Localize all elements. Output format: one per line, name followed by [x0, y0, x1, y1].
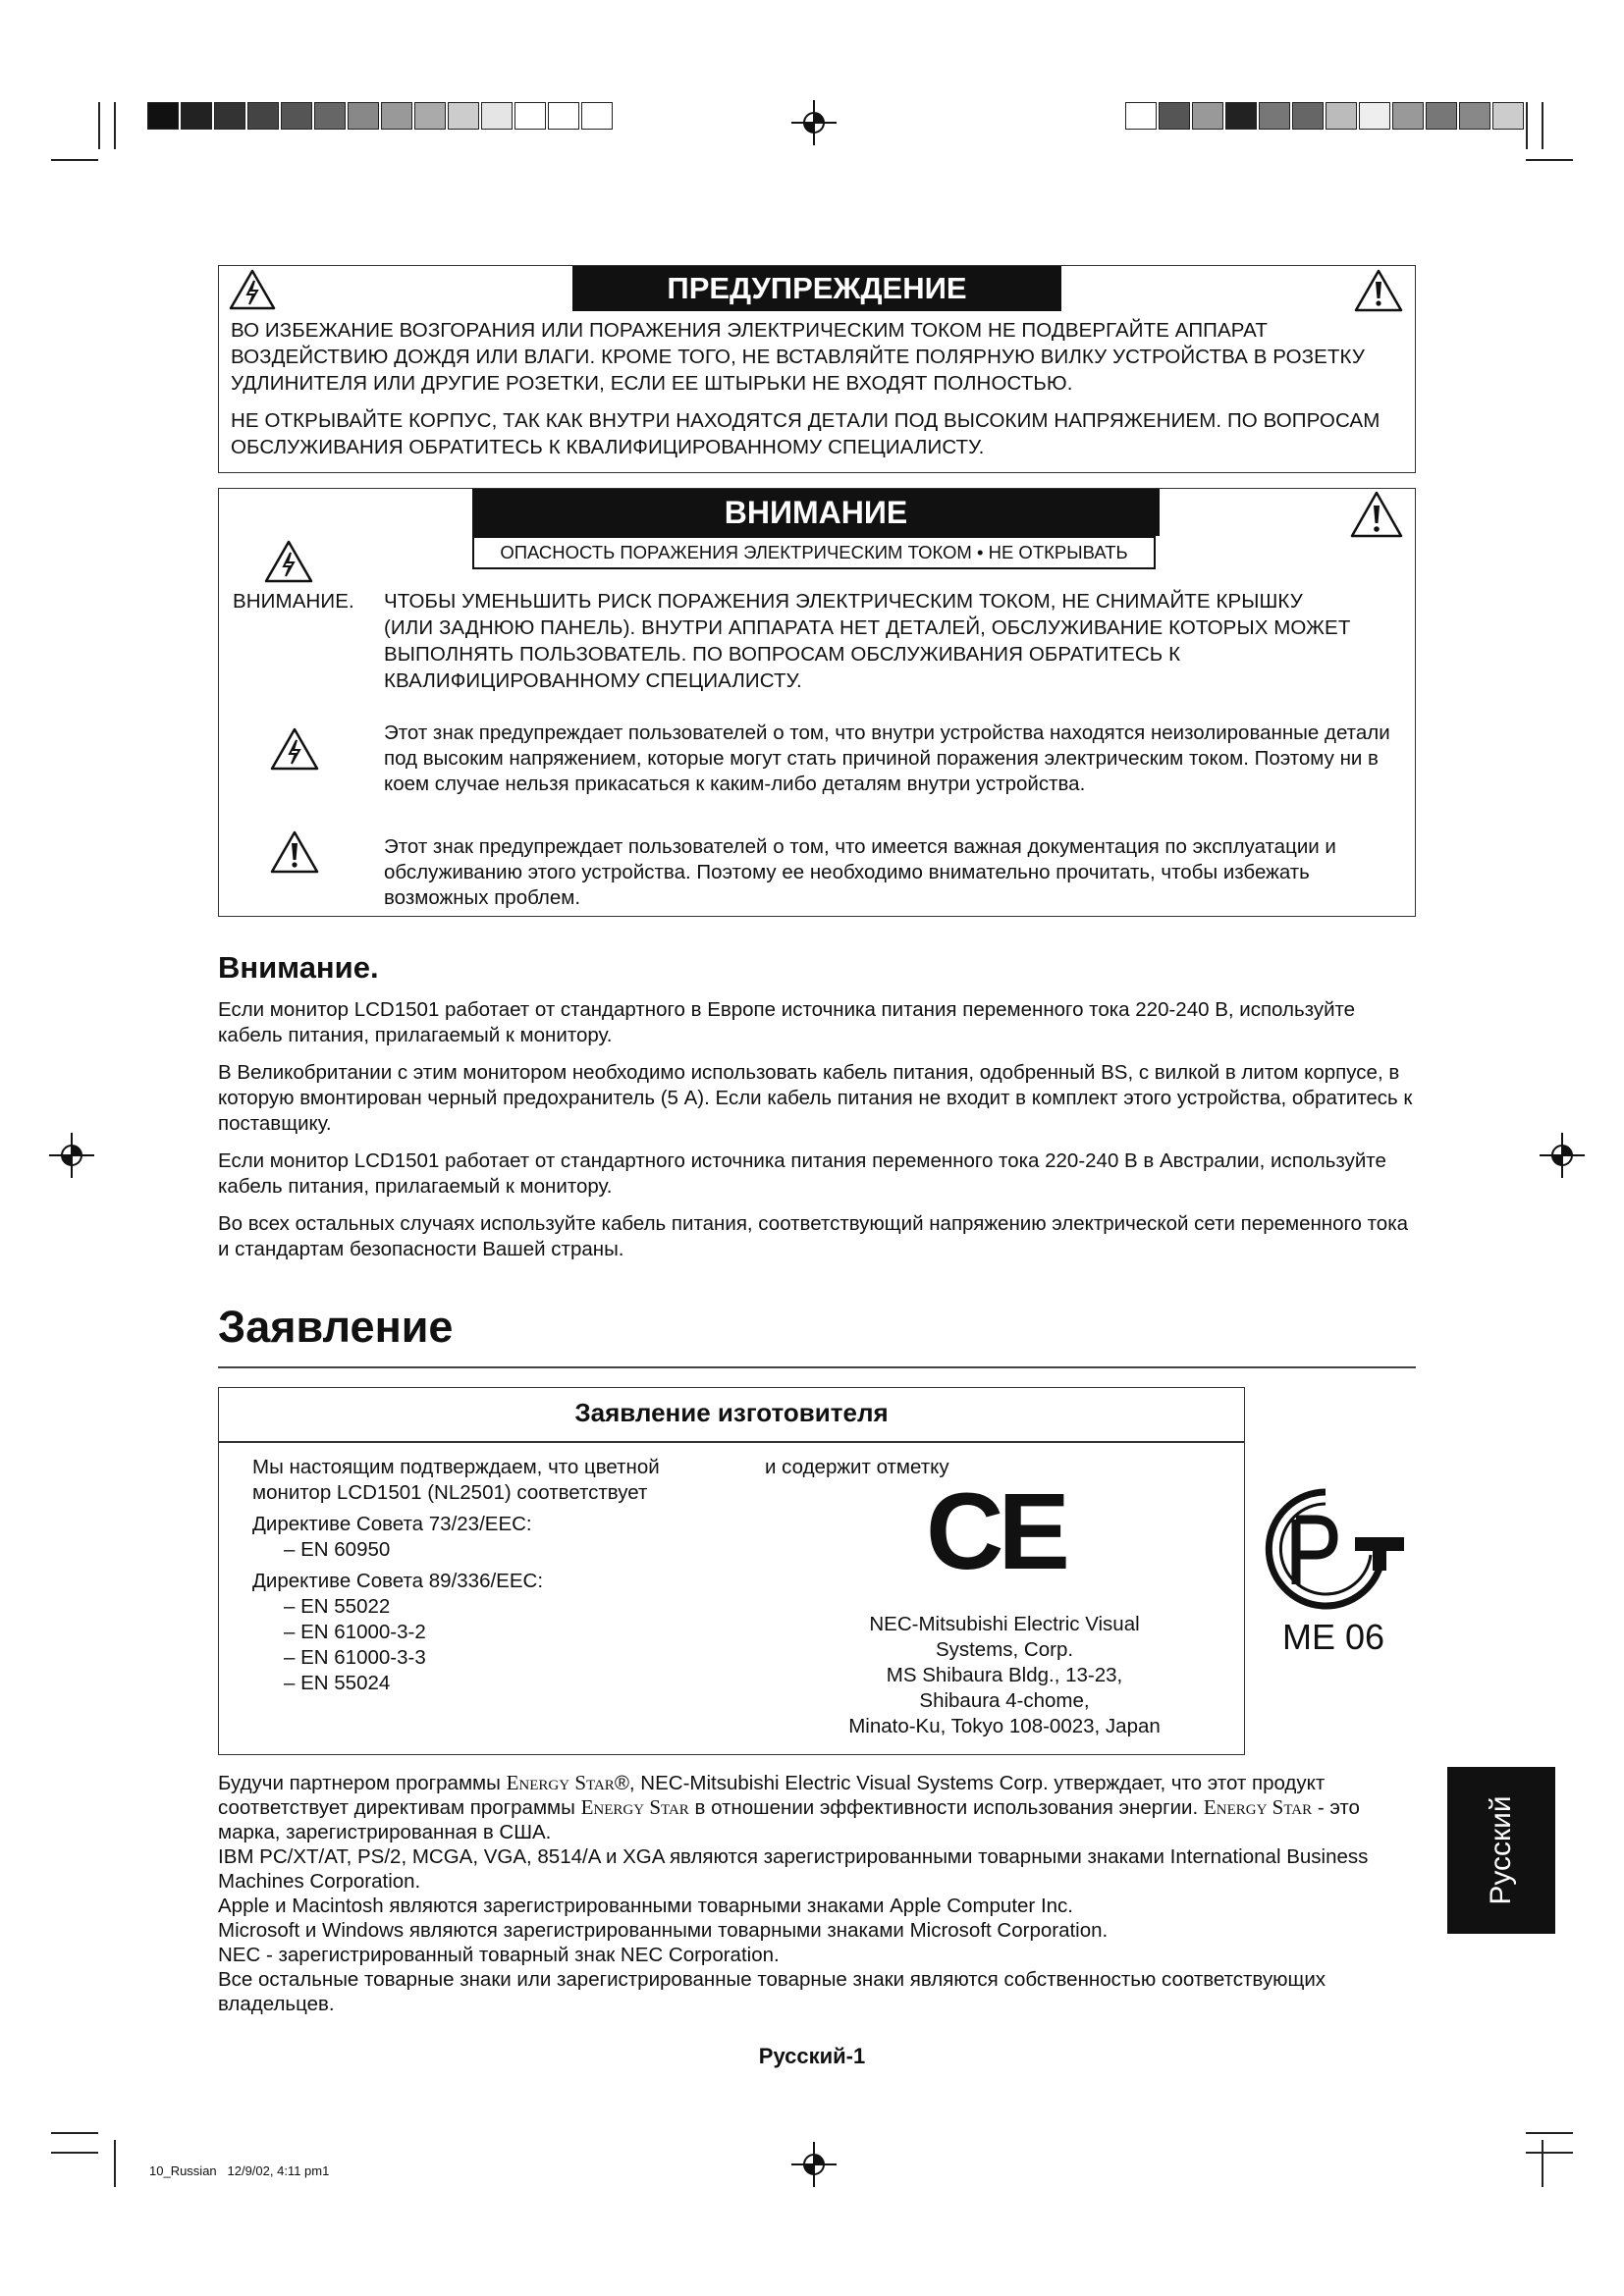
crop-mark	[51, 159, 98, 161]
directive-item: – EN 55024	[284, 1672, 391, 1694]
exclamation-warning-icon	[1350, 491, 1403, 538]
crop-mark	[1526, 2132, 1573, 2134]
warning-title: ПРЕДУПРЕЖДЕНИЕ	[572, 266, 1061, 311]
lightning-warning-icon	[264, 540, 313, 583]
crop-mark	[1526, 2152, 1573, 2154]
print-slug: 10_Russian 12/9/02, 4:11 pm1	[149, 2163, 330, 2178]
crop-mark	[51, 2132, 98, 2134]
trademark-line: IBM PC/XT/AT, PS/2, MCGA, VGA, 8514/A и XGA являются зарегистрированными товарными знаками International Business Machines Corporation.	[218, 1845, 1369, 1893]
energy-star-name: Energy Star	[506, 1771, 615, 1794]
crop-mark	[98, 102, 100, 149]
title-rule	[219, 1441, 1244, 1443]
directive-item: – EN 61000-3-3	[284, 1646, 426, 1669]
trademark-line: Microsoft и Windows являются зарегистрированными товарными знаками Microsoft Corporation.	[218, 1919, 1109, 1942]
caution-text: ЧТОБЫ УМЕНЬШИТЬ РИСК ПОРАЖЕНИЯ ЭЛЕКТРИЧЕСКИМ ТОКОМ, НЕ СНИМАЙТЕ КРЫШКУ (ИЛИ ЗАДНЮЮ ПАНЕЛЬ). ВНУТРИ АППАРАТА НЕТ ДЕТАЛЕЙ, ОБСЛУЖИВАНИЕ КОТОРЫХ МОЖЕТ ВЫПОЛНЯТЬ ПОЛЬЗОВАТЕЛЬ. ПО ВОПРОСАМ ОБСЛУЖИВАНИЯ ОБРАТИТЕСЬ К КВАЛИФИЦИРОВАННОМУ СПЕЦИАЛИСТУ.	[384, 590, 1351, 692]
crop-mark	[1526, 102, 1528, 149]
warning-box	[218, 265, 1416, 473]
language-tab-label: Русский	[1485, 1795, 1517, 1905]
trademark-line: Apple и Macintosh являются зарегистрированными товарными знаками Apple Computer Inc.	[218, 1895, 1073, 1917]
address-line: Minato-Ku, Tokyo 108-0023, Japan	[848, 1715, 1161, 1737]
lightning-warning-icon	[229, 269, 276, 310]
text-fragment: - это марка, зарегистрированная в США.	[218, 1796, 1360, 1843]
rst-certification-icon	[1257, 1482, 1414, 1620]
directive-label: Директиве Совета 73/23/EEC:	[252, 1513, 532, 1535]
language-side-tab	[1447, 1767, 1555, 1934]
company-address	[798, 1612, 1211, 1739]
ce-mark: CE	[926, 1471, 1064, 1592]
energy-star-name: Energy Star	[1203, 1795, 1313, 1819]
lightning-warning-icon	[270, 727, 319, 771]
trademark-line: NEC - зарегистрированный товарный знак NEC Corporation.	[218, 1944, 780, 1966]
exclamation-warning-icon	[1354, 269, 1403, 312]
attention-paragraph: Если монитор LCD1501 работает от стандартного источника питания переменного тока 220-240 В в Австралии, используйте кабель питания, прилагаемый к монитору.	[218, 1149, 1386, 1198]
caution-label: ВНИМАНИЕ.	[233, 590, 354, 613]
attention-paragraph: Если монитор LCD1501 работает от стандартного в Европе источника питания переменного тока 220-240 В, используйте кабель питания, прилагаемый к монитору.	[218, 998, 1356, 1046]
caution-box	[218, 488, 1416, 917]
crop-mark	[1542, 102, 1543, 149]
caution-title: ВНИМАНИЕ	[472, 489, 1160, 536]
trademarks-section	[218, 1771, 1424, 2016]
declaration-box-title: Заявление изготовителя	[574, 1398, 889, 1427]
caution-subtitle: ОПАСНОСТЬ ПОРАЖЕНИЯ ЭЛЕКТРИЧЕСКИМ ТОКОМ • НЕ ОТКРЫВАТЬ	[472, 536, 1156, 569]
energy-star-name: Energy Star	[580, 1795, 689, 1819]
trademark-line: Все остальные товарные знаки или зарегистрированные товарные знаки являются собственностью соответствующих владельцев.	[218, 1968, 1326, 2015]
attention-paragraph: В Великобритании с этим монитором необходимо использовать кабель питания, одобренный BS, с вилкой в литом корпусе, в которую вмонтирован черный предохранитель (5 А). Если кабель питания не входит в комплект этого устройства, обратитесь к поставщику.	[218, 1061, 1413, 1135]
symbol-description: Этот знак предупреждает пользователей о том, что внутри устройства находятся неизолированные детали под высоким напряжением, которые могут стать причиной поражения электрическим током. Поэтому ни в коем случае нельзя прикасаться к каким-либо деталям внутри устройства.	[384, 721, 1390, 795]
registration-mark-icon	[791, 2142, 837, 2187]
crop-mark	[1542, 2140, 1543, 2187]
registration-mark-icon	[791, 100, 837, 145]
text-fragment: в отношении эффективности использования энергии.	[688, 1796, 1204, 1819]
crop-mark	[51, 2152, 98, 2154]
text-fragment: Будучи партнером программы	[218, 1772, 507, 1794]
address-line: Systems, Corp.	[935, 1638, 1074, 1661]
address-line: Shibaura 4-chome,	[919, 1689, 1090, 1712]
attention-section	[218, 997, 1416, 1262]
address-line: NEC-Mitsubishi Electric Visual	[869, 1613, 1140, 1635]
warning-paragraph: ВО ИЗБЕЖАНИЕ ВОЗГОРАНИЯ ИЛИ ПОРАЖЕНИЯ ЭЛЕКТРИЧЕСКИМ ТОКОМ НЕ ПОДВЕРГАЙТЕ АППАРАТ ВОЗДЕЙСТВИЮ ДОЖДЯ ИЛИ ВЛАГИ. КРОМЕ ТОГО, НЕ ВСТАВЛЯЙТЕ ПОЛЯРНУЮ ВИЛКУ УСТРОЙСТВА В РОЗЕТКУ УДЛИНИТЕЛЯ ИЛИ ДРУГИЕ РОЗЕТКИ, ЕСЛИ ЕЕ ШТЫРЬКИ НЕ ВХОДЯТ ПОЛНОСТЬЮ.	[231, 319, 1365, 395]
registration-mark-icon	[1540, 1133, 1585, 1178]
rst-code: ME 06	[1282, 1617, 1385, 1657]
warning-paragraph: НЕ ОТКРЫВАЙТЕ КОРПУС, ТАК КАК ВНУТРИ НАХОДЯТСЯ ДЕТАЛИ ПОД ВЫСОКИМ НАПРЯЖЕНИЕМ. ПО ВОПРОСАМ ОБСЛУЖИВАНИЯ ОБРАТИТЕСЬ К КВАЛИФИЦИРОВАННОМУ СПЕЦИАЛИСТУ.	[231, 409, 1380, 458]
color-bar-right	[1125, 102, 1526, 130]
directive-item: – EN 60950	[284, 1538, 391, 1561]
crop-mark	[1526, 159, 1573, 161]
attention-heading: Внимание.	[218, 950, 379, 985]
mark-text: и содержит отметку	[765, 1456, 949, 1478]
exclamation-warning-icon	[270, 830, 319, 874]
directive-item: – EN 61000-3-2	[284, 1621, 426, 1643]
address-line: MS Shibaura Bldg., 13-23,	[886, 1664, 1123, 1686]
declaration-left-column	[252, 1455, 724, 1696]
heading-rule	[218, 1366, 1416, 1368]
registration-mark-icon	[49, 1133, 94, 1178]
declaration-box	[218, 1387, 1245, 1755]
declaration-heading: Заявление	[218, 1302, 454, 1352]
directive-item: – EN 55022	[284, 1595, 391, 1618]
crop-mark	[114, 2140, 116, 2187]
crop-mark	[114, 102, 116, 149]
declaration-intro: Мы настоящим подтверждаем, что цветной монитор LCD1501 (NL2501) соответствует	[252, 1456, 660, 1504]
directive-label: Директиве Совета 89/336/EEC:	[252, 1570, 544, 1592]
attention-paragraph: Во всех остальных случаях используйте кабель питания, соответствующий напряжению электрической сети переменного тока и стандартам безопасности Вашей страны.	[218, 1212, 1409, 1260]
color-bar-left	[147, 102, 615, 130]
page-number: Русский-1	[758, 2044, 866, 2068]
text-fragment: ®, NEC-Mitsubishi Electric Visual Systems Corp. утверждает, что этот продукт соответствует директивам программы	[218, 1772, 1326, 1819]
energy-star-statement	[218, 1771, 1424, 1844]
symbol-description: Этот знак предупреждает пользователей о том, что имеется важная документация по эксплуатации и обслуживанию этого устройства. Поэтому ее необходимо внимательно прочитать, чтобы избежать возможных проблем.	[384, 835, 1336, 909]
